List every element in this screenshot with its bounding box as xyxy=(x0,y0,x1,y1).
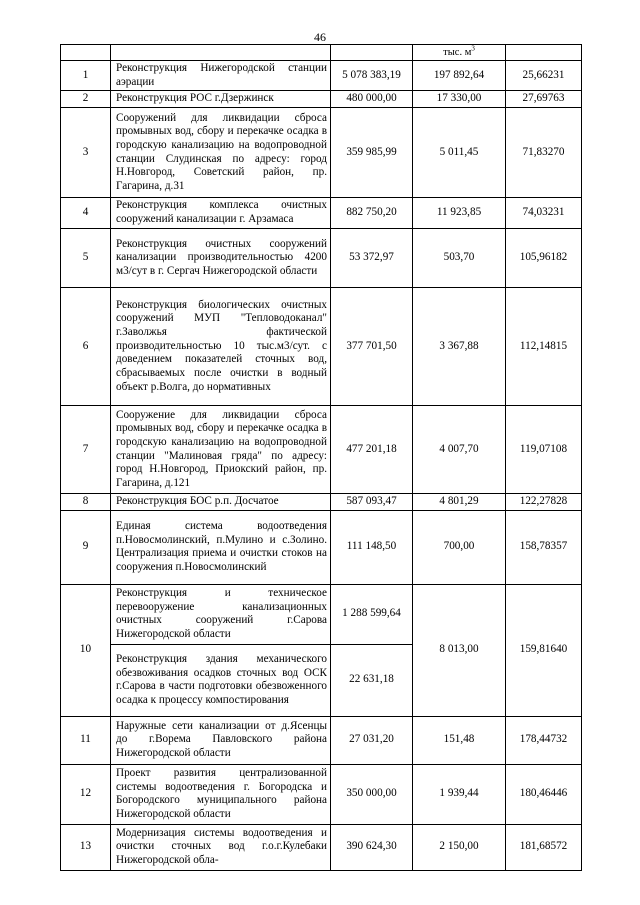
header-cell-name xyxy=(111,45,331,61)
table-row xyxy=(61,198,582,229)
project-cost: 480 000,00 xyxy=(331,91,413,108)
row-number: 5 xyxy=(61,229,111,288)
table-row xyxy=(61,288,582,406)
row-number: 12 xyxy=(61,764,111,824)
project-volume: 5 011,45 xyxy=(413,108,506,198)
table-row xyxy=(61,61,582,91)
project-name: Реконструкция БОС р.п. Досчатое xyxy=(111,494,331,511)
project-cost: 587 093,47 xyxy=(331,494,413,511)
project-name: Реконструкция РОС г.Дзержинск xyxy=(111,91,331,108)
project-cost: 5 078 383,19 xyxy=(331,61,413,91)
project-volume: 4 007,70 xyxy=(413,406,506,494)
project-name: Реконструкция биологических очистных сооружений МУП "Тепловодоканал" г.Заволжья фактической производительностью 10 тыс.м3/сут. с доведением показателей сточных вод, сбрасываемых после очистки в водный объект р.Волга, до нормативных xyxy=(111,288,331,406)
project-volume: 4 801,29 xyxy=(413,494,506,511)
row-number: 4 xyxy=(61,198,111,229)
project-name: Реконструкция очистных сооружений канализации производительностью 4200 м3/сут в г. Сергач Нижегородской области xyxy=(111,229,331,288)
row-number: 1 xyxy=(61,61,111,91)
project-name: Реконструкция комплекса очистных сооружений канализации г. Арзамаса xyxy=(111,198,331,229)
project-name: Проект развития централизованной системы водоотведения г. Богородска и Богородского муниципального района Нижегородской области xyxy=(111,764,331,824)
project-volume: 503,70 xyxy=(413,229,506,288)
page-number: 46 xyxy=(314,30,326,44)
unit-label: тыс. м xyxy=(443,46,472,58)
row-number: 6 xyxy=(61,288,111,406)
table-row xyxy=(61,91,582,108)
project-volume: 17 330,00 xyxy=(413,91,506,108)
projects-table xyxy=(60,44,582,871)
project-name: Реконструкция Нижегородской станции аэрации xyxy=(111,61,331,91)
row-number: 3 xyxy=(61,108,111,198)
project-cost: 359 985,99 xyxy=(331,108,413,198)
row-number: 11 xyxy=(61,716,111,764)
project-name: Реконструкция здания механического обезвоживания осадков сточных вод ОСК г.Сарова в части подготовки обезвоженного осадка к процессу компостирования xyxy=(111,644,331,716)
project-ratio: 159,81640 xyxy=(506,584,582,716)
project-name: Сооружение для ликвидации сброса промывных вод, сбору и перекачке осадка в городскую канализацию на водопроводной станции "Малиновая гряда" по адресу: город Н.Новгород, Приокский район, пр. Гагарина, д.121 xyxy=(111,406,331,494)
project-volume: 700,00 xyxy=(413,510,506,584)
table-row xyxy=(61,584,582,644)
project-cost: 22 631,18 xyxy=(331,644,413,716)
project-cost: 350 000,00 xyxy=(331,764,413,824)
header-cell-cost xyxy=(331,45,413,61)
row-number: 10 xyxy=(61,584,111,716)
project-volume: 197 892,64 xyxy=(413,61,506,91)
header-cell-unit xyxy=(413,45,506,61)
table-row xyxy=(61,229,582,288)
table-row xyxy=(61,108,582,198)
project-cost: 882 750,20 xyxy=(331,198,413,229)
project-name: Сооружений для ликвидации сброса промывных вод, сбору и перекачке осадка в городскую канализацию на водопроводной станции Слудинская по адресу: город Н.Новгород, Советский район, пр. Гагарина, д.31 xyxy=(111,108,331,198)
project-cost: 477 201,18 xyxy=(331,406,413,494)
row-number: 8 xyxy=(61,494,111,511)
table-row xyxy=(61,824,582,870)
table-header-row xyxy=(61,45,582,61)
header-cell-ratio xyxy=(506,45,582,61)
project-ratio: 178,44732 xyxy=(506,716,582,764)
project-cost: 111 148,50 xyxy=(331,510,413,584)
project-ratio: 74,03231 xyxy=(506,198,582,229)
project-ratio: 112,14815 xyxy=(506,288,582,406)
project-volume: 151,48 xyxy=(413,716,506,764)
project-volume: 8 013,00 xyxy=(413,584,506,716)
project-ratio: 27,69763 xyxy=(506,91,582,108)
project-cost: 390 624,30 xyxy=(331,824,413,870)
project-ratio: 122,27828 xyxy=(506,494,582,511)
project-cost: 377 701,50 xyxy=(331,288,413,406)
project-volume: 2 150,00 xyxy=(413,824,506,870)
unit-superscript: 3 xyxy=(471,44,475,53)
project-ratio: 71,83270 xyxy=(506,108,582,198)
project-ratio: 181,68572 xyxy=(506,824,582,870)
project-volume: 1 939,44 xyxy=(413,764,506,824)
project-cost: 27 031,20 xyxy=(331,716,413,764)
header-cell-num xyxy=(61,45,111,61)
project-name: Реконструкция и техническое перевооружение канализационных очистных сооружений г.Сарова Нижегородской области xyxy=(111,584,331,644)
project-ratio: 180,46446 xyxy=(506,764,582,824)
project-volume: 3 367,88 xyxy=(413,288,506,406)
project-name: Модернизация системы водоотведения и очистки сточных вод г.о.г.Кулебаки Нижегородской обла- xyxy=(111,824,331,870)
project-ratio: 105,96182 xyxy=(506,229,582,288)
table-row xyxy=(61,406,582,494)
project-ratio: 119,07108 xyxy=(506,406,582,494)
project-cost: 1 288 599,64 xyxy=(331,584,413,644)
row-number: 7 xyxy=(61,406,111,494)
project-name: Наружные сети канализации от д.Ясенцы до г.Ворема Павловского района Нижегородской области xyxy=(111,716,331,764)
row-number: 13 xyxy=(61,824,111,870)
project-ratio: 158,78357 xyxy=(506,510,582,584)
project-name: Единая система водоотведения п.Новосмолинский, п.Мулино и с.Золино. Централизация приема и очистки стоков на сооружения п.Новосмолинский xyxy=(111,510,331,584)
project-ratio: 25,66231 xyxy=(506,61,582,91)
row-number: 2 xyxy=(61,91,111,108)
table-row xyxy=(61,764,582,824)
project-cost: 53 372,97 xyxy=(331,229,413,288)
row-number: 9 xyxy=(61,510,111,584)
table-row xyxy=(61,494,582,511)
table-row xyxy=(61,716,582,764)
project-volume: 11 923,85 xyxy=(413,198,506,229)
table-row xyxy=(61,510,582,584)
